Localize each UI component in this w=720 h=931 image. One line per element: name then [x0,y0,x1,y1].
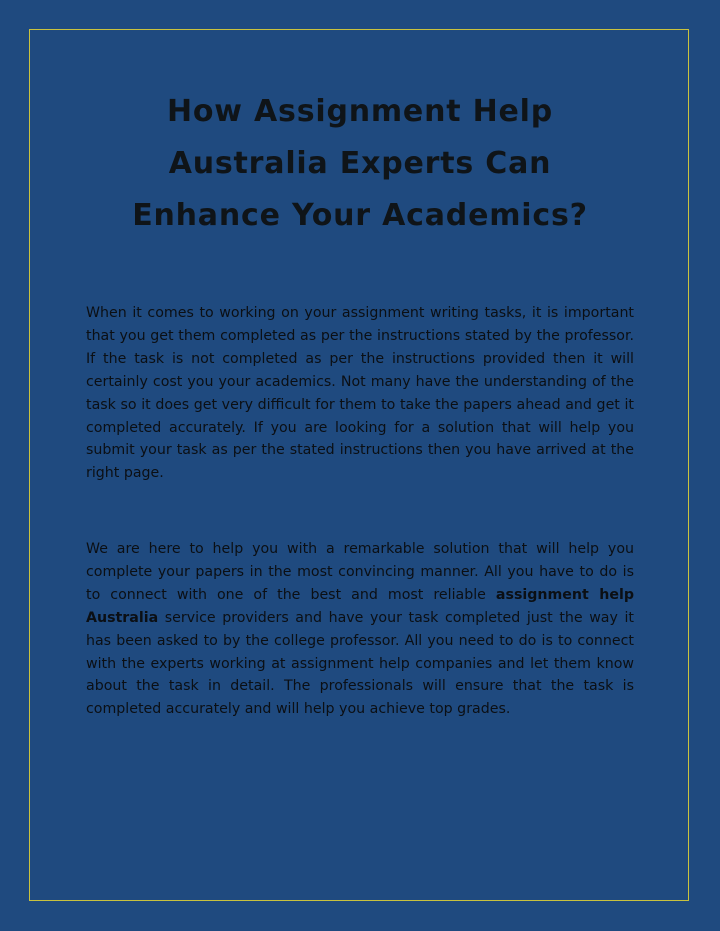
paragraph-solution [86,538,634,721]
paragraph-solution-text-end: service providers and have your task completed just the way it has been asked to by the college professor. All you need to do is to connect with the experts working at assignment help companies and let them know about the task in detail. The professionals will ensure that the task is completed accurately and will help you achieve top grades. [86,609,634,718]
paragraph-solution-text-start: We are here to help you with a remarkable solution that will help you complete your papers in the most convincing manner. All you have to do is to connect with one of the best and most reliable [86,541,634,603]
document-title: How Assignment Help Australia Experts Can Enhance Your Academics? [132,94,588,233]
paragraph-intro: When it comes to working on your assignment writing tasks, it is important that you get them completed as per the instructions stated by the professor. If the task is not completed as per the instructions provided then it will certainly cost you your academics. Not many have the understanding of the task so it does get very difficult for them to take the papers ahead and get it completed accurately. If you are looking for a solution that will help you submit your task as per the stated instructions then you have arrived at the right page. [86,305,634,482]
assignment-help-australia-keyword: assignment help Australia [86,586,634,626]
